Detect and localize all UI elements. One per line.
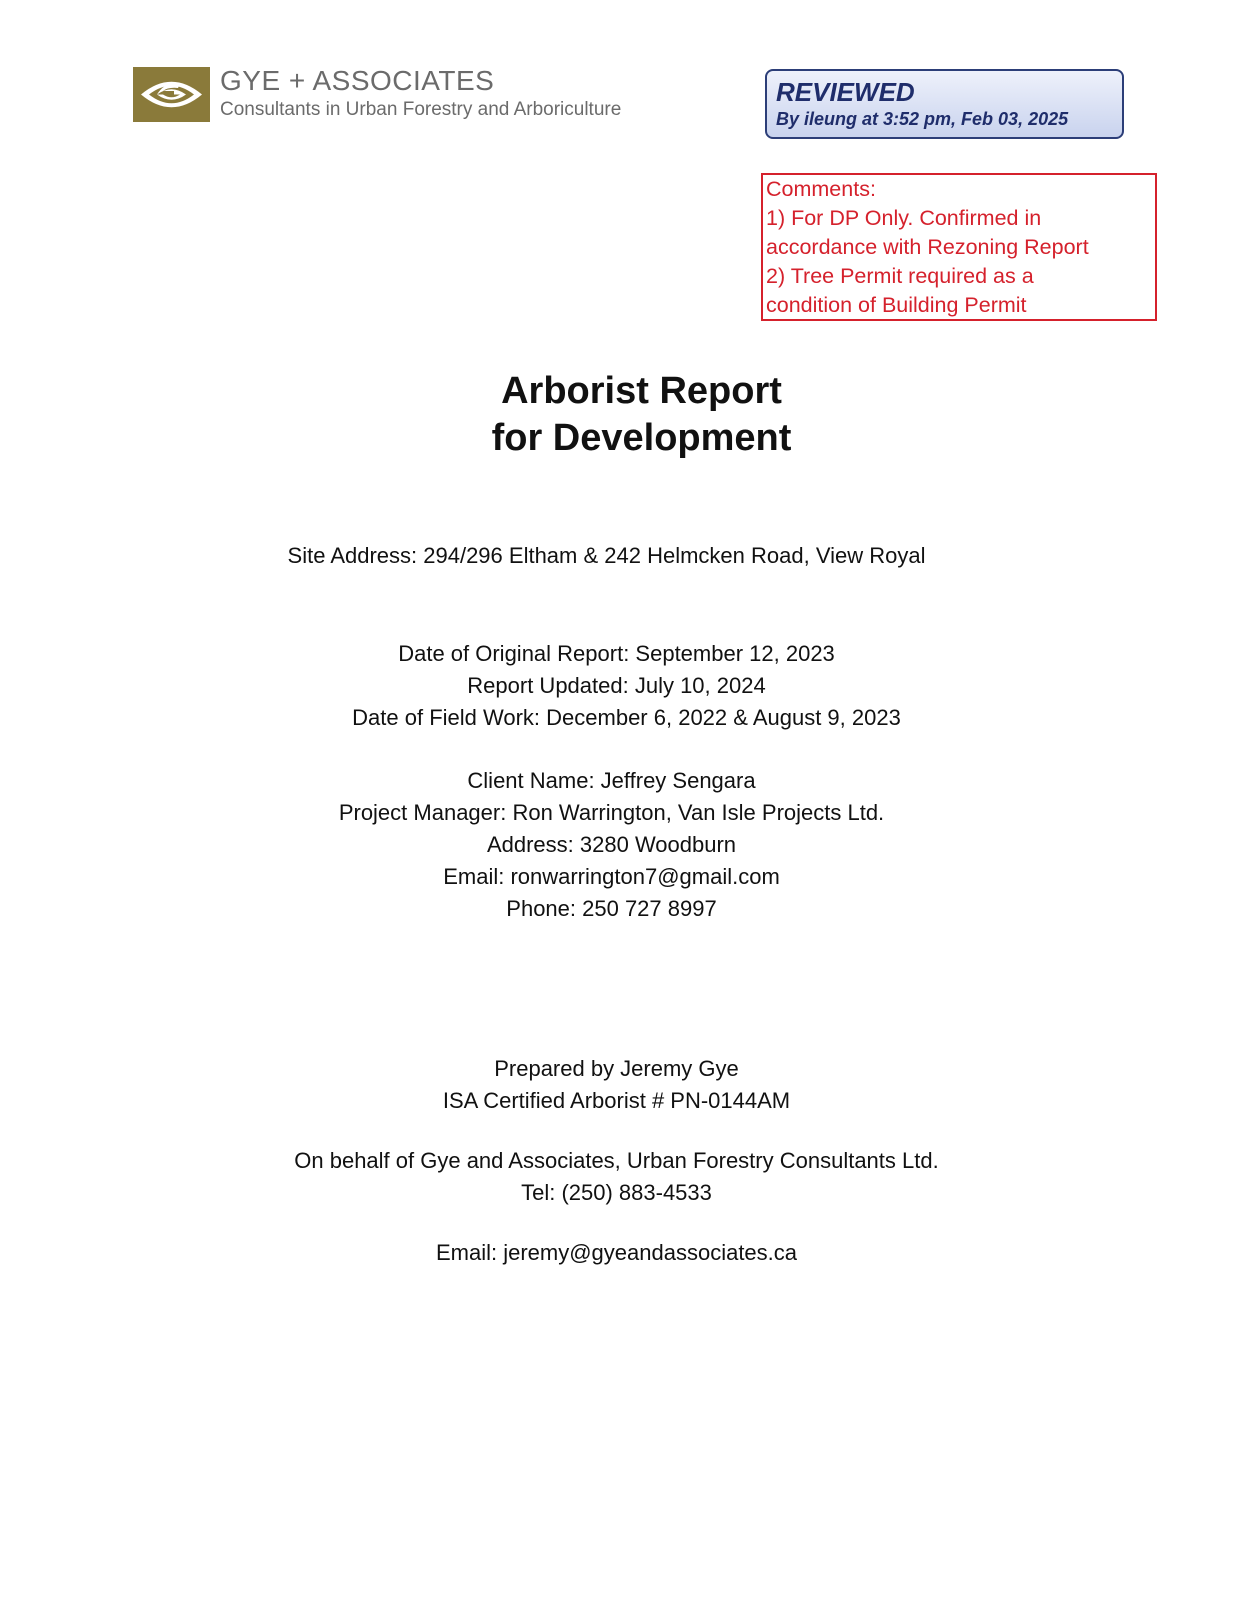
project-manager: Project Manager: Ron Warrington, Van Isle Projects Ltd. xyxy=(338,800,885,825)
report-title xyxy=(0,368,1236,462)
logo-company-name: GYE + ASSOCIATES xyxy=(220,65,495,96)
comment-line: 2) Tree Permit required as a xyxy=(766,264,1034,288)
logo-tagline: Consultants in Urban Forestry and Arboriculture xyxy=(220,99,622,120)
client-name: Client Name: Jeffrey Sengara xyxy=(467,768,756,793)
on-behalf-of: On behalf of Gye and Associates, Urban Forestry Consultants Ltd. xyxy=(294,1148,939,1173)
reviewed-stamp[interactable] xyxy=(765,69,1124,139)
stamp-subtitle: By ileung at 3:52 pm, Feb 03, 2025 xyxy=(776,109,1069,129)
site-address: Site Address: 294/296 Eltham & 242 Helmcken Road, View Royal xyxy=(287,543,926,568)
comments-heading: Comments: xyxy=(766,177,876,201)
certification: ISA Certified Arborist # PN-0144AM xyxy=(442,1088,791,1113)
date-original-report: Date of Original Report: September 12, 2023 xyxy=(398,641,835,666)
comments-annotation[interactable] xyxy=(761,173,1157,321)
author-tel: Tel: (250) 883-4533 xyxy=(521,1180,712,1205)
date-field-work: Date of Field Work: December 6, 2022 & August 9, 2023 xyxy=(352,705,901,730)
report-title-line1: Arborist Report xyxy=(501,370,782,412)
comment-line: condition of Building Permit xyxy=(766,293,1027,317)
comment-line: accordance with Rezoning Report xyxy=(766,235,1089,259)
client-phone: Phone: 250 727 8997 xyxy=(506,896,717,921)
company-logo xyxy=(133,67,621,123)
logo-emblem-icon xyxy=(133,67,210,122)
stamp-title: REVIEWED xyxy=(776,77,915,107)
report-title-line2: for Development xyxy=(491,417,792,459)
comment-line: 1) For DP Only. Confirmed in xyxy=(766,206,1042,230)
date-report-updated: Report Updated: July 10, 2024 xyxy=(467,673,766,698)
client-address: Address: 3280 Woodburn xyxy=(486,832,737,857)
author-email: Email: jeremy@gyeandassociates.ca xyxy=(435,1240,798,1265)
client-email: Email: ronwarrington7@gmail.com xyxy=(443,864,780,889)
prepared-by: Prepared by Jeremy Gye xyxy=(494,1056,739,1081)
